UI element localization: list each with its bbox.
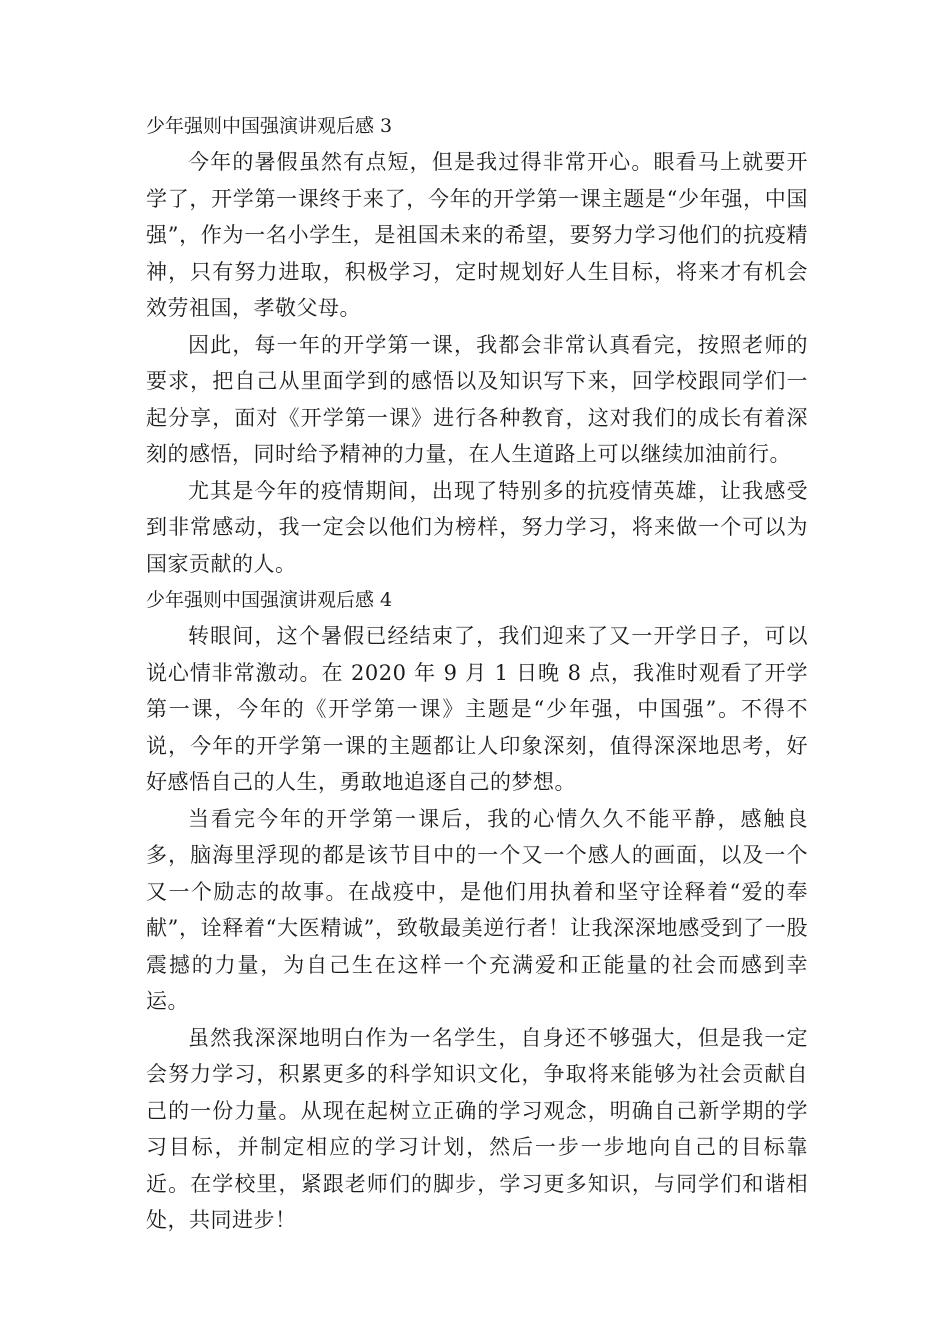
- paragraph: 虽然我深深地明白作为一名学生，自身还不够强大，但是我一定会努力学习，积累更多的科学知识文化，争取将来能够为社会贡献自己的一份力量。从现在起树立正确的学习观念，明确自己新学期的学习目标，并制定相应的学习计划，然后一步一步地向自己的目标靠近。在学校里，紧跟老师们的脚步，学习更多知识，与同学们和谐相处，共同进步！: [146, 1025, 808, 1232]
- section-title: 少年强则中国强演讲观后感 4: [146, 589, 393, 611]
- paragraph: 尤其是今年的疫情期间，出现了特别多的抗疫情英雄，让我感受到非常感动，我一定会以他们为榜样，努力学习，将来做一个可以为国家贡献的人。: [146, 478, 808, 576]
- paragraph: 今年的暑假虽然有点短，但是我过得非常开心。眼看马上就要开学了，开学第一课终于来了，今年的开学第一课主题是“少年强，中国强”，作为一名小学生，是祖国未来的希望，要努力学习他们的抗疫精神，只有努力进取，积极学习，定时规划好人生目标，将来才有机会效劳祖国，孝敬父母。: [146, 150, 808, 320]
- paragraph: 因此，每一年的开学第一课，我都会非常认真看完，按照老师的要求，把自己从里面学到的感悟以及知识写下来，回学校跟同学们一起分享，面对《开学第一课》进行各种教育，这对我们的成长有着深刻的感悟，同时给予精神的力量，在人生道路上可以继续加油前行。: [146, 332, 808, 466]
- paragraph: 转眼间，这个暑假已经结束了，我们迎来了又一开学日子，可以说心情非常激动。在 2020 年 9 月 1 日晚 8 点，我准时观看了开学第一课，今年的《开学第一课》主题是“少年强，中国强”。不得不说，今年的开学第一课的主题都让人印象深刻，值得深深地思考，好好感悟自己的人生，勇敢地追逐自己的梦想。: [146, 624, 808, 794]
- paragraph: 当看完今年的开学第一课后，我的心情久久不能平静，感触良多，脑海里浮现的都是该节目中的一个又一个感人的画面，以及一个又一个励志的故事。在战疫中，是他们用执着和坚守诠释着“爱的奉献”，诠释着“大医精诚”，致敬最美逆行者！让我深深地感受到了一股震撼的力量，为自己生在这样一个充满爱和正能量的社会而感到幸运。: [146, 806, 808, 1013]
- section-title: 少年强则中国强演讲观后感 3: [146, 115, 393, 137]
- document-page: [146, 108, 808, 1239]
